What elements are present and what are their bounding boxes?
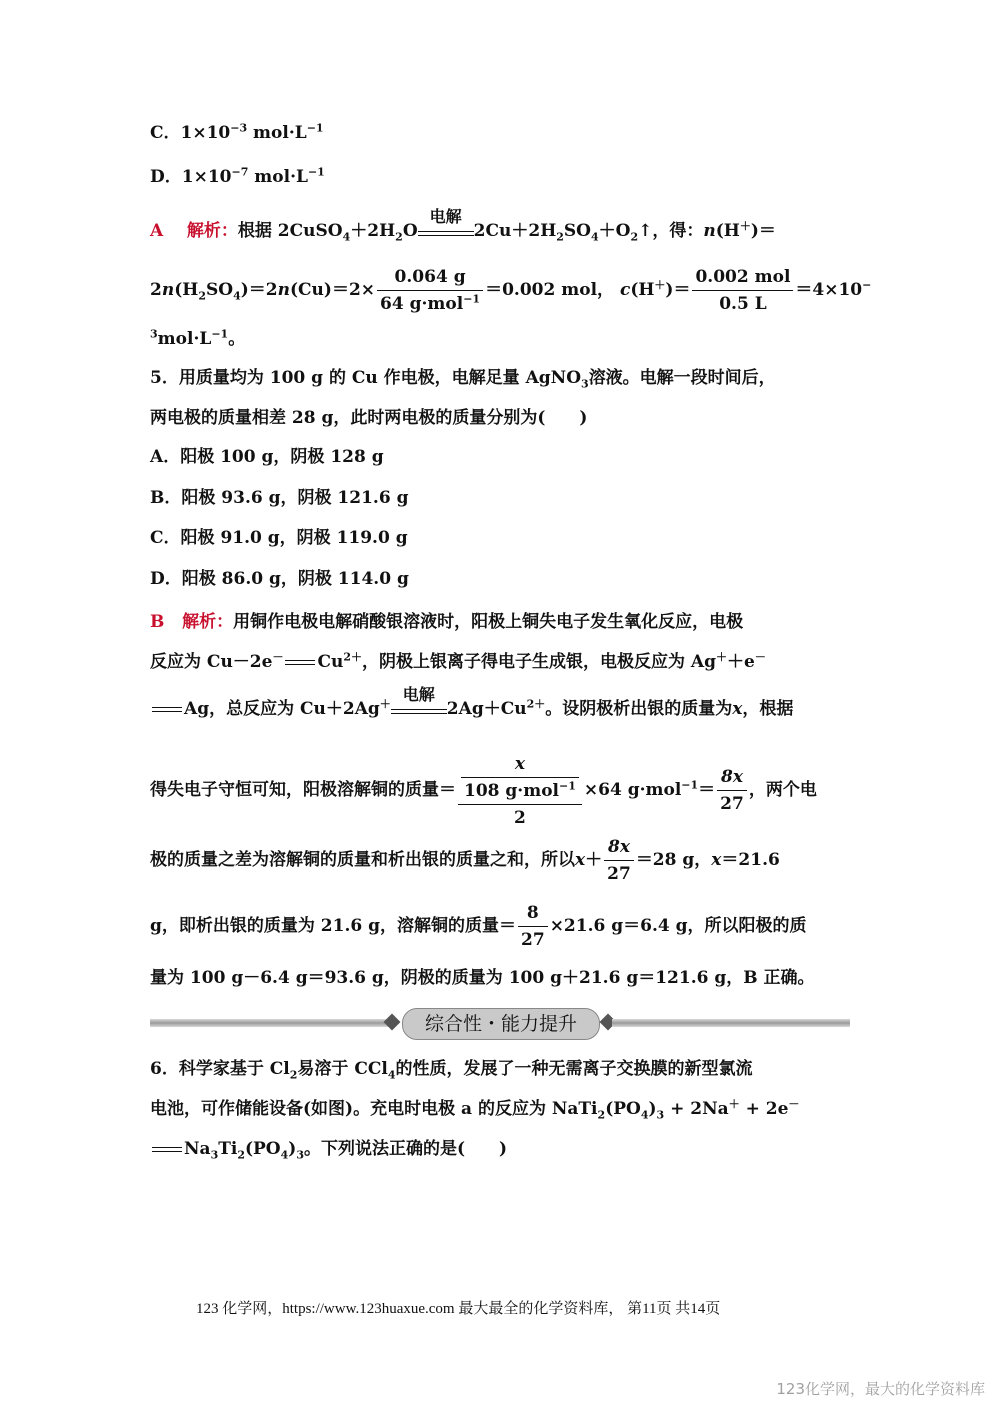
- section-rule-right: [612, 1019, 850, 1027]
- q5-analysis-line-6: g，即析出银的质量为 21.6 g，溶解铜的质量＝ $\frac{8}{27}$ ×21.6 g＝6.4 g，所以阳极的质: [150, 903, 807, 950]
- section-header: [150, 1008, 850, 1038]
- analysis-label: 解析：: [182, 612, 234, 632]
- fraction-8x-27: $\frac{8x}{27}$: [717, 767, 747, 814]
- electrolysis-condition: 电解: [418, 227, 474, 236]
- q6-stem-line-2: 电池，可作储能设备(如图)。充电时电极 a 的反应为 $NaTi_2(PO_4)_3 + 2Na^+ + 2e^-$: [150, 1097, 800, 1122]
- q6-stem-line-3: $Na_3Ti_2(PO_4)_3$。下列说法正确的是( ): [150, 1137, 507, 1161]
- fraction-concentration: $\frac{\text{0.002 mol}}{0.5 L}$: [692, 267, 793, 314]
- q5-analysis-line-1: B 解析：用铜作电极电解硝酸银溶液时，阳极上铜失电子发生氧化反应，电极: [150, 612, 744, 632]
- q5-stem-line-1: 5．用质量均为 100 g 的 Cu 作电极，电解足量 AgNO$_3$溶液。电解一段时间后，: [150, 368, 776, 391]
- electrolysis-condition: 电解: [391, 705, 447, 714]
- q5-option-c: C．阳极 91.0 g，阴极 119.0 g: [150, 528, 408, 548]
- option-d: D．$1\times 10^{-7}$ $mol\cdot L^{-1}$: [150, 165, 325, 187]
- q5-analysis-line-4: 得失电子守恒可知，阳极溶解铜的质量＝ $\frac{\frac{x}{108 g\cdot mol^{-1}}}{2}$ ×64 g·mol$^{-1}$＝ $\frac{8x}{27}$ ，两个电: [150, 753, 817, 828]
- answer-letter: A: [150, 221, 164, 241]
- q4-analysis-line-1: A 解析：根据 $2CuSO_4+2H_2O$ 电解 $2Cu+2H_2SO_4+O_2↑$，得：n(H＋)＝: [150, 207, 776, 244]
- q5-stem-line-2: 两电极的质量相差 28 g，此时两电极的质量分别为( ): [150, 408, 588, 428]
- q5-analysis-line-3: Ag，总反应为 Cu＋2Ag＋ 电解 $2Ag+Cu^{2+}$。设阴极析出银的质量为x，根据: [150, 697, 793, 721]
- analysis-label: 解析：: [186, 221, 238, 241]
- q5-analysis-line-5: 极的质量之差为溶解铜的质量和析出银的质量之和，所以x＋ $\frac{8x}{27}$ ＝28 g，x＝21.6: [150, 837, 780, 884]
- option-c: C．$1\times 10^{-3}$ $mol\cdot L^{-1}$: [150, 121, 324, 143]
- q5-analysis-line-2: 反应为 Cu－2e－ $Cu^{2+}$，阴极上银离子得电子生成银，电极反应为 Ag＋＋e－: [150, 650, 766, 672]
- section-title: 综合性・能力提升: [402, 1008, 600, 1040]
- q5-option-d: D．阳极 86.0 g，阴极 114.0 g: [150, 569, 409, 589]
- q6-stem-line-1: 6．科学家基于 $Cl_2$易溶于 CCl$_4$的性质，发展了一种无需离子交换膜的新型氯流: [150, 1059, 753, 1082]
- diamond-icon: [384, 1014, 401, 1031]
- watermark: 123化学网，最大的化学资料库: [776, 1380, 985, 1398]
- q5-option-a: A．阳极 100 g，阴极 128 g: [150, 447, 384, 467]
- section-rule-left: [150, 1019, 388, 1027]
- page-footer: 123 化学网，https://www.123huaxue.com 最大最全的化学资料库， 第11页 共14页: [196, 1301, 721, 1317]
- q4-analysis-line-2: $2n(H_2SO_4)=2n(Cu)=2\times$ $\frac{0.064 g}{64 g\cdot mol^{-1}}$ ＝0.002 mol， c(H＋)＝ $\frac{\text{0.002 mol}}{0.5 L}$ ＝4×10−: [150, 267, 872, 314]
- fraction-mass: $\frac{0.064 g}{64 g\cdot mol^{-1}}$: [377, 267, 483, 314]
- answer-letter: B: [150, 612, 165, 632]
- q5-option-b: B．阳极 93.6 g，阴极 121.6 g: [150, 488, 409, 508]
- compound-fraction: $\frac{\frac{x}{108 g\cdot mol^{-1}}}{2}$: [458, 754, 582, 828]
- fraction-8-27: $\frac{8}{27}$: [518, 903, 548, 950]
- fraction-8x-27: $\frac{8x}{27}$: [604, 837, 634, 884]
- q4-analysis-line-3: $^3mol\cdot L^{-1}$。: [150, 327, 246, 349]
- q5-analysis-line-7: 量为 100 g－6.4 g＝93.6 g，阴极的质量为 100 g＋21.6 g＝121.6 g，B 正确。: [150, 968, 815, 988]
